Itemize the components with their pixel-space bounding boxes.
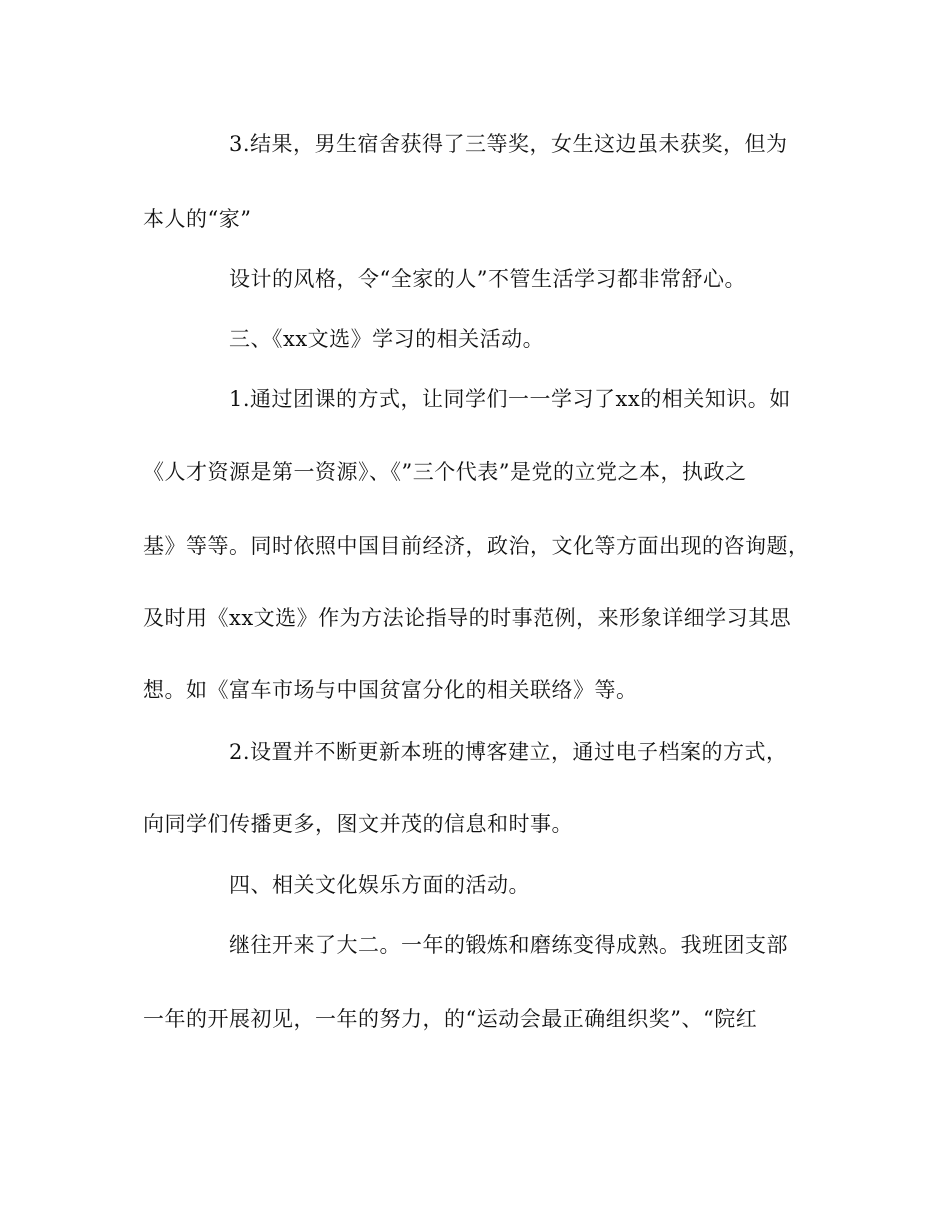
paragraph-line: 设计的风格，令“全家的人”不管生活学习都非常舒心。 <box>229 267 746 291</box>
paragraph-line: 想。如《富车市场与中国贫富分化的相关联络》等。 <box>143 678 638 702</box>
paragraph-line: 3.结果，男生宿舍获得了三等奖，女生这边虽未获奖，但为 <box>229 132 788 156</box>
paragraph-line: 《人才资源是第一资源》、《”三个代表”是党的立党之本，执政之 <box>143 460 747 484</box>
paragraph-line: 1.通过团课的方式，让同学们一一学习了xx的相关知识。如 <box>229 387 791 411</box>
paragraph-line: 本人的“家” <box>143 207 252 231</box>
paragraph-line: 继往开来了大二。一年的锻炼和磨练变得成熟。我班团支部 <box>229 933 788 957</box>
paragraph-line: 及时用《xx文选》作为方法论指导的时事范例，来形象详细学习其思 <box>143 606 792 630</box>
paragraph-line: 一年的开展初见，一年的努力，的“运动会最正确组织奖”、“院红 <box>143 1007 758 1031</box>
section-heading: 三、《xx文选》学习的相关活动。 <box>229 327 545 351</box>
paragraph-line: 基》等等。同时依照中国目前经济，政治，文化等方面出现的咨询题， <box>143 534 810 558</box>
section-heading: 四、相关文化娱乐方面的活动。 <box>229 873 530 897</box>
paragraph-line: 2.设置并不断更新本班的博客建立，通过电子档案的方式， <box>229 740 788 764</box>
paragraph-line: 向同学们传播更多，图文并茂的信息和时事。 <box>143 812 573 836</box>
